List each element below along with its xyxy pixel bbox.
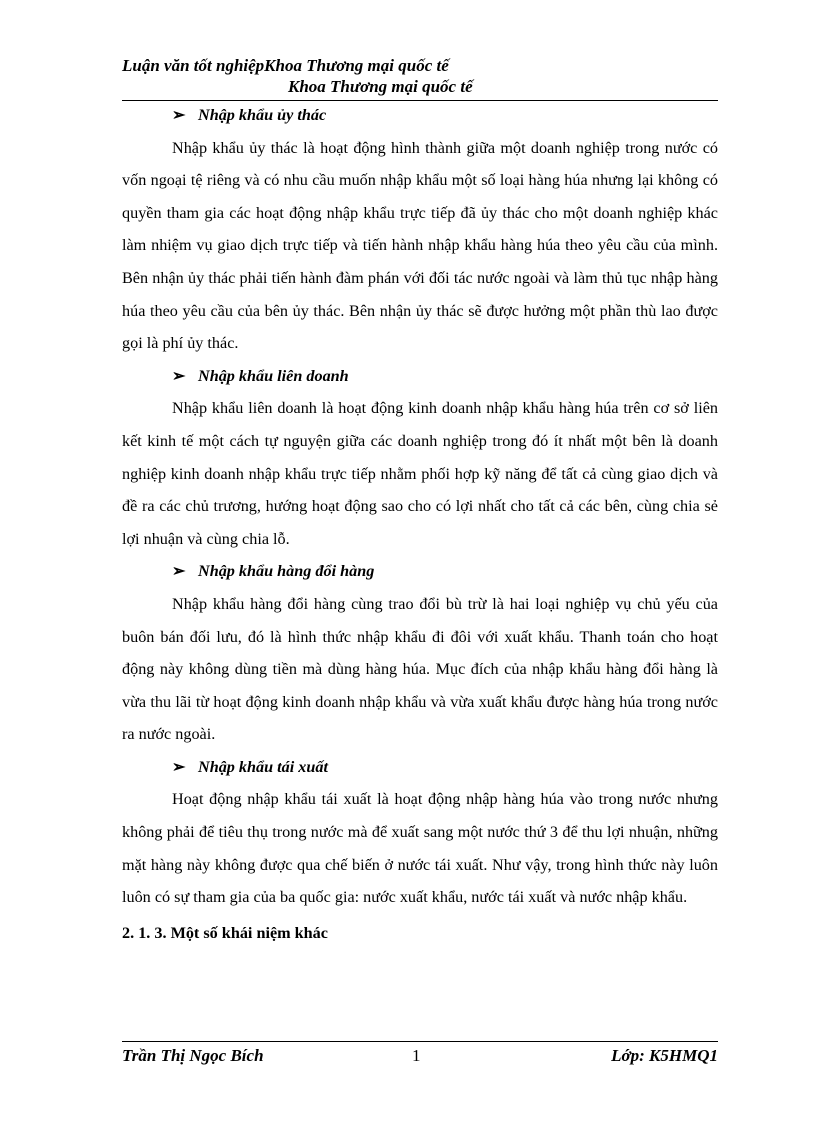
subheading-hang-doi-hang [122, 555, 718, 588]
header-line-1: Luận văn tốt nghiệpKhoa Thương mại quốc tế [122, 56, 449, 75]
subheading-text: Nhập khẩu liên doanh [198, 366, 349, 385]
subheading-text: Nhập khẩu hàng đổi hàng [198, 562, 375, 581]
arrow-bullet-icon: ➢ [172, 366, 186, 385]
arrow-bullet-icon: ➢ [172, 757, 186, 776]
paragraph-tai-xuat: Hoạt động nhập khẩu tái xuất là hoạt động nhập hàng húa vào trong nước nhưng không phải để tiêu thụ trong nước mà để xuất sang một nước thứ 3 để thu lợi nhuận, những mặt hàng này không được qua chế biến ở nước tái xuất. Như vậy, trong hình thức này luôn luôn có sự tham gia của ba quốc gia: nước xuất khẩu, nước tái xuất và nước nhập khẩu. [122, 790, 718, 907]
paragraph-uy-thac: Nhập khẩu ủy thác là hoạt động hình thành giữa một doanh nghiệp trong nước có vốn ngoại tệ riêng và có nhu cầu muốn nhập khẩu một số loại hàng húa nhưng lại không có quyền tham gia các hoạt động nhập khẩu trực tiếp đã ủy thác cho một doanh nghiệp khác làm nhiệm vụ giao dịch trực tiếp và tiến hành nhập khẩu hàng húa theo yêu cầu của mình. Bên nhận ủy thác phải tiến hành đàm phán với đối tác nước ngoài và làm thủ tục nhập hàng húa theo yêu cầu của bên ủy thác. Bên nhận ủy thác sẽ được hưởng một phần thù lao được gọi là phí ủy thác. [122, 138, 718, 353]
page-number: 1 [412, 1046, 421, 1065]
header-line-2: Khoa Thương mại quốc tế [288, 77, 473, 96]
page-footer [122, 1046, 718, 1072]
subheading-text: Nhập khẩu tái xuất [198, 757, 328, 776]
subheading-lien-doanh [122, 360, 718, 393]
section-heading: 2. 1. 3. Một số khái niệm khác [122, 923, 328, 942]
paragraph-lien-doanh: Nhập khẩu liên doanh là hoạt động kinh doanh nhập khẩu hàng húa trên cơ sở liên kết kinh tế một cách tự nguyện giữa các doanh nghiệp trong đó ít nhất một bên là doanh nghiệp kinh doanh nhập khẩu trực tiếp nhằm phối hợp kỹ năng để tất cả cùng giao dịch và đề ra các chủ trương, hướng hoạt động sao cho có lợi nhất cho tất cả các bên, cùng chia sẻ lợi nhuận và cùng chia lỗ. [122, 399, 718, 548]
document-body [122, 99, 718, 949]
subheading-text: Nhập khẩu ủy thác [198, 106, 327, 124]
footer-author: Trần Thị Ngọc Bích [122, 1046, 264, 1065]
arrow-bullet-icon: ➢ [172, 106, 186, 124]
footer-divider [122, 1041, 718, 1042]
footer-class: Lớp: K5HMQ1 [611, 1046, 718, 1065]
paragraph-hang-doi-hang: Nhập khẩu hàng đổi hàng cùng trao đổi bù trừ là hai loại nghiệp vụ chủ yếu của buôn bán đối lưu, đó là hình thức nhập khẩu đi đôi với xuất khẩu. Thanh toán cho hoạt động này không dùng tiền mà dùng hàng húa. Mục đích của nhập khẩu hàng đổi hàng là vừa thu lãi từ hoạt động kinh doanh nhập khẩu và vừa xuất khẩu được hàng húa trong nước ra nước ngoài. [122, 594, 718, 744]
subheading-uy-thac [122, 99, 718, 132]
subheading-tai-xuat [122, 751, 718, 784]
arrow-bullet-icon: ➢ [172, 562, 186, 581]
